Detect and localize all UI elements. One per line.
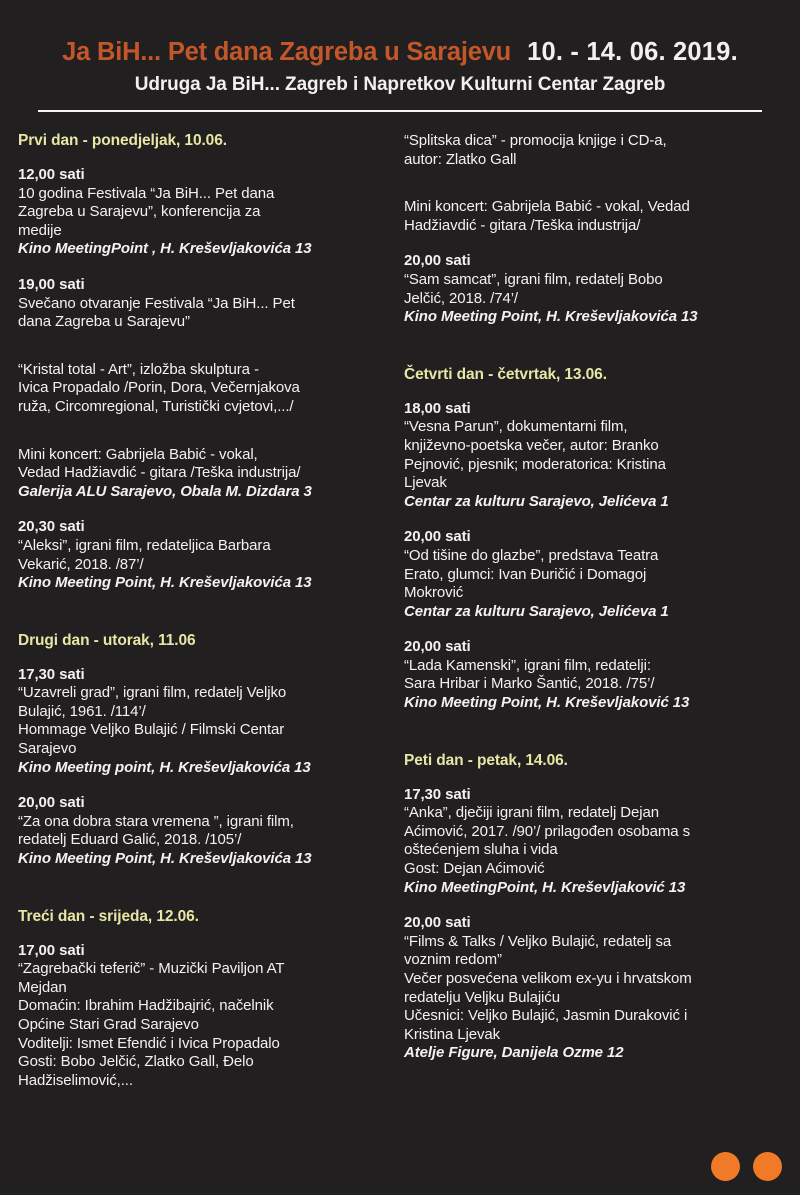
event-line: ruža, Circomregional, Turistički cvjetovi,.../	[18, 397, 294, 415]
event-line: “Aleksi”, igrani film, redateljica Barbara	[18, 536, 271, 554]
event-item	[404, 528, 782, 621]
event-time: 17,30 sati	[404, 785, 471, 803]
event-venue: Kino Meeting point, H. Kreševljakovića 13	[18, 758, 311, 776]
event-line: Hadžiavdić - gitara /Teška industrija/	[404, 216, 641, 234]
event-item	[404, 638, 782, 712]
event-line: Pejnović, pjesnik; moderatorica: Kristina	[404, 455, 666, 473]
event-line: Kristina Ljevak	[404, 1025, 501, 1043]
event-line: Hadžiselimović,...	[18, 1071, 133, 1089]
spacer	[18, 349, 386, 361]
title-line	[20, 38, 780, 67]
event-line: “Kristal total - Art”, izložba skulptura -	[18, 360, 259, 378]
event-item	[404, 400, 782, 512]
event-time: 19,00 sati	[18, 275, 85, 293]
event-line: Svečano otvaranje Festivala “Ja BiH... Pet	[18, 294, 295, 312]
event-venue: Galerija ALU Sarajevo, Obala M. Dizdara 3	[18, 482, 312, 500]
event-item	[18, 361, 386, 417]
event-line: “Splitska dica” - promocija knjige i CD-a,	[404, 132, 667, 149]
day-header-1: Prvi dan - ponedjeljak, 10.06.	[18, 132, 227, 149]
event-line: “Za ona dobra stara vremena ”, igrani film,	[18, 812, 294, 830]
circle-icon	[711, 1152, 740, 1181]
event-line: redatelju Veljku Bulajiću	[404, 988, 560, 1006]
event-line: Sara Hribar i Marko Šantić, 2018. /75’/	[404, 675, 655, 693]
event-line: “Zagrebački teferič” - Muzički Paviljon AT	[18, 960, 285, 978]
event-venue: Kino MeetingPoint, H. Kreševljaković 13	[404, 878, 686, 896]
festival-dates: 10. - 14. 06. 2019.	[527, 38, 738, 66]
event-line: Jelčić, 2018. /74’/	[404, 289, 518, 307]
event-time: 20,00 sati	[404, 252, 471, 270]
event-item	[18, 276, 386, 332]
event-time: 20,00 sati	[404, 914, 471, 932]
event-line: 10 godina Festivala “Ja BiH... Pet dana	[18, 184, 275, 202]
event-line: “Vesna Parun”, dokumentarni film,	[404, 418, 628, 436]
event-line: Hommage Veljko Bulajić / Filmski Centar	[18, 721, 285, 739]
event-item	[18, 446, 386, 502]
day-header-5: Peti dan - petak, 14.06.	[404, 751, 568, 769]
event-item	[404, 252, 782, 326]
event-line: Gost: Dejan Aćimović	[404, 860, 545, 878]
event-item	[404, 786, 782, 898]
event-time: 18,00 sati	[404, 399, 471, 417]
event-item	[18, 666, 386, 778]
event-line: “Films & Talks / Veljko Bulajić, redatelj sa	[404, 932, 672, 950]
event-venue: Atelje Figure, Danijela Ozme 12	[404, 1044, 624, 1062]
event-line: Vedad Hadžiavdić - gitara /Teška industrija/	[18, 464, 301, 482]
event-venue: Kino Meeting Point, H. Kreševljakovića 13	[18, 850, 312, 868]
event-line: Sarajevo	[18, 740, 77, 758]
spacer	[18, 610, 386, 632]
event-time: 20,00 sati	[404, 528, 471, 546]
event-time: 12,00 sati	[18, 166, 85, 183]
event-line: Zagreba u Sarajevu”, konferencija za	[18, 203, 261, 221]
event-line: medije	[18, 221, 62, 239]
event-item	[18, 166, 386, 259]
spacer	[18, 886, 386, 908]
event-time: 20,30 sati	[18, 518, 85, 536]
circle-icon	[753, 1152, 782, 1181]
event-venue: Centar za kulturu Sarajevo, Jelićeva 1	[404, 492, 669, 510]
event-time: 20,00 sati	[404, 638, 471, 656]
event-time: 20,00 sati	[18, 794, 85, 812]
event-line: Učesnici: Veljko Bulajić, Jasmin Duraković i	[404, 1007, 688, 1025]
event-line: Ivica Propadalo /Porin, Dora, Večernjakova	[18, 379, 300, 397]
event-line: Mini koncert: Gabrijela Babić - vokal,	[18, 445, 258, 463]
event-line: Mejdan	[18, 978, 67, 996]
event-line: Gosti: Bobo Jelčić, Zlatko Gall, Đelo	[18, 1053, 254, 1071]
event-item	[404, 914, 782, 1063]
day-header-2: Drugi dan - utorak, 11.06	[18, 631, 196, 649]
event-venue: Kino Meeting Point, H. Kreševljakovića 13	[18, 574, 312, 592]
event-venue: Kino Meeting Point, H. Kreševljakovića 13	[404, 308, 698, 326]
event-venue: Kino MeetingPoint , H. Kreševljakovića 13	[18, 240, 312, 258]
program-columns	[0, 112, 800, 1107]
event-line: književno-poetska večer, autor: Branko	[404, 436, 659, 454]
event-line: Domaćin: Ibrahim Hadžibajrić, načelnik	[18, 997, 274, 1015]
right-column	[400, 132, 782, 1107]
spacer	[404, 730, 782, 752]
event-line: autor: Zlatko Gall	[404, 150, 517, 168]
event-line: “Od tišine do glazbe”, predstava Teatra	[404, 546, 659, 564]
event-line: voznim redom”	[404, 951, 502, 969]
event-time: 17,30 sati	[18, 665, 85, 683]
event-item	[18, 518, 386, 592]
day-header-4: Četvrti dan - četvrtak, 13.06.	[404, 365, 607, 383]
event-line: Općine Stari Grad Sarajevo	[18, 1016, 199, 1033]
event-line: Ljevak	[404, 474, 447, 492]
event-item	[404, 198, 782, 235]
event-line: oštećenjem sluha i vida	[404, 841, 558, 859]
day-header-3: Treći dan - srijeda, 12.06.	[18, 907, 199, 925]
spacer	[404, 186, 782, 198]
event-line: Aćimović, 2017. /90’/ prilagođen osobama s	[404, 822, 690, 840]
event-line: Mokrović	[404, 584, 464, 602]
event-line: Erato, glumci: Ivan Đuričić i Domagoj	[404, 565, 647, 583]
organizers-subtitle: Udruga Ja BiH... Zagreb i Napretkov Kulturni Centar Zagreb	[134, 74, 666, 95]
event-line: “Uzavreli grad”, igrani film, redatelj Veljko	[18, 684, 287, 702]
event-line: Vekarić, 2018. /87’/	[18, 555, 144, 573]
event-item	[18, 942, 386, 1091]
spacer	[404, 344, 782, 366]
event-line: “Sam samcat”, igrani film, redatelj Bobo	[404, 270, 663, 288]
spacer	[18, 434, 386, 446]
event-line: Bulajić, 1961. /114’/	[18, 702, 146, 720]
poster-header	[0, 0, 800, 112]
event-venue: Centar za kulturu Sarajevo, Jelićeva 1	[404, 602, 669, 620]
event-line: Voditelji: Ismet Efendić i Ivica Propadalo	[18, 1034, 280, 1052]
decorative-dots	[711, 1152, 782, 1181]
event-line: Mini koncert: Gabrijela Babić - vokal, Vedad	[404, 198, 690, 216]
event-line: “Lada Kamenski”, igrani film, redatelji:	[404, 656, 651, 674]
event-line: dana Zagreba u Sarajevu”	[18, 313, 190, 331]
event-item	[404, 132, 782, 169]
event-line: Večer posvećena velikom ex-yu i hrvatskom	[404, 970, 692, 987]
left-column	[18, 132, 400, 1107]
event-venue: Kino Meeting Point, H. Kreševljaković 13	[404, 694, 690, 712]
event-item	[18, 794, 386, 868]
event-line: redatelj Eduard Galić, 2018. /105’/	[18, 831, 242, 849]
event-line: “Anka”, dječiji igrani film, redatelj Dejan	[404, 804, 659, 822]
page-title: Ja BiH... Pet dana Zagreba u Sarajevu	[62, 38, 512, 66]
event-time: 17,00 sati	[18, 941, 85, 959]
